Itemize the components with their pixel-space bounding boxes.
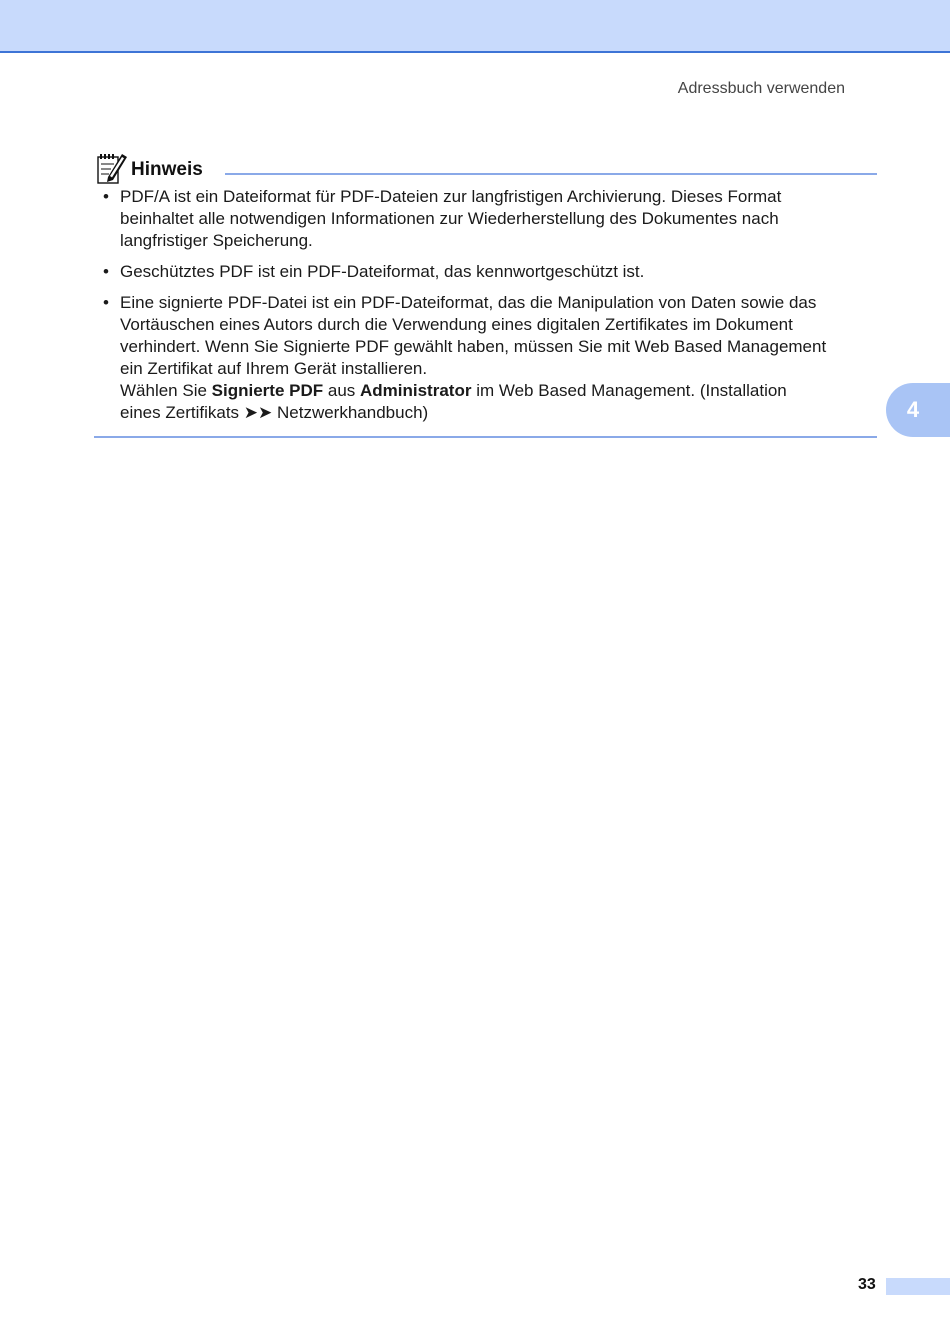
notepad-pencil-icon bbox=[96, 151, 128, 185]
list-item bbox=[94, 186, 877, 252]
text-run: Wählen Sie bbox=[120, 381, 212, 400]
list-item bbox=[94, 292, 877, 424]
menu-term-administrator: Administrator bbox=[360, 381, 472, 400]
note-line: verhindert. Wenn Sie Signierte PDF gewählt haben, müssen Sie mit Web Based Management bbox=[120, 337, 827, 356]
double-arrow-icon: ➤➤ bbox=[243, 403, 273, 422]
note-title: Hinweis bbox=[131, 159, 203, 180]
note-list bbox=[94, 186, 877, 424]
note-line: langfristiger Speicherung. bbox=[120, 231, 313, 250]
note-line: ein Zertifikat auf Ihrem Gerät installieren. bbox=[120, 359, 428, 378]
header-band bbox=[0, 0, 950, 53]
select-instruction-line bbox=[120, 380, 877, 402]
page-number: 33 bbox=[858, 1276, 876, 1293]
list-item bbox=[94, 261, 877, 283]
bullet: • bbox=[103, 262, 109, 281]
menu-term-signierte-pdf: Signierte PDF bbox=[211, 381, 324, 400]
text-run: im Web Based Management. (Installation bbox=[471, 381, 787, 400]
text-run: Netzwerkhandbuch) bbox=[272, 403, 429, 422]
note-bottom-rule bbox=[94, 436, 877, 438]
note-line: Geschütztes PDF ist ein PDF-Dateiformat, das kennwortgeschützt ist. bbox=[120, 262, 645, 281]
chapter-number: 4 bbox=[906, 397, 920, 422]
text-run: eines Zertifikats bbox=[120, 403, 244, 422]
note-box bbox=[94, 150, 877, 438]
note-line: Vortäuschen eines Autors durch die Verwendung eines digitalen Zertifikates im Dokument bbox=[120, 315, 793, 334]
footer-band bbox=[886, 1278, 950, 1295]
running-header: Adressbuch verwenden bbox=[677, 80, 845, 97]
text-run: aus bbox=[323, 381, 360, 400]
chapter-tab bbox=[886, 383, 950, 437]
note-line: beinhaltet alle notwendigen Informationen zur Wiederherstellung des Dokumentes nach bbox=[120, 209, 779, 228]
note-line: Eine signierte PDF-Datei ist ein PDF-Dateiformat, das die Manipulation von Daten sowie das bbox=[120, 293, 817, 312]
bullet: • bbox=[103, 293, 109, 312]
note-line: PDF/A ist ein Dateiformat für PDF-Dateien zur langfristigen Archivierung. Dieses Format bbox=[120, 187, 782, 206]
reference-line bbox=[120, 402, 877, 424]
note-header bbox=[94, 150, 877, 186]
bullet: • bbox=[103, 187, 109, 206]
note-top-rule bbox=[225, 173, 877, 175]
